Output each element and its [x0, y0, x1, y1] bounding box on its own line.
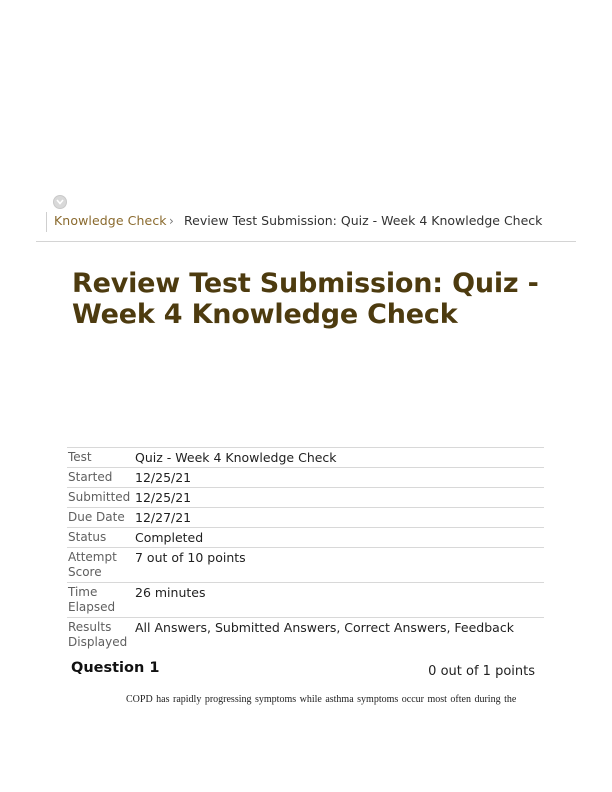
- detail-label: Due Date: [68, 510, 125, 524]
- table-row: [67, 528, 544, 548]
- table-row: [67, 508, 544, 528]
- detail-value: 12/27/21: [135, 510, 192, 525]
- detail-value: 12/25/21: [135, 470, 192, 485]
- divider: [36, 241, 576, 242]
- table-row: [67, 583, 544, 618]
- detail-label: Status: [68, 530, 107, 544]
- detail-label: Attempt Score: [68, 550, 117, 579]
- detail-label: Test: [68, 450, 92, 464]
- breadcrumb: [46, 212, 47, 232]
- detail-value: Completed: [135, 530, 204, 545]
- detail-value: All Answers, Submitted Answers, Correct Answers, Feedback: [135, 620, 514, 635]
- table-row: [67, 488, 544, 508]
- detail-label: Results Displayed: [68, 620, 128, 649]
- detail-label: Submitted: [68, 490, 131, 504]
- breadcrumb-link-knowledge-check[interactable]: Knowledge Check: [54, 213, 167, 228]
- question-title: Question 1: [71, 660, 160, 676]
- table-row: [67, 468, 544, 488]
- detail-label: Started: [68, 470, 113, 484]
- detail-value: 7 out of 10 points: [135, 550, 246, 565]
- chevron-down-icon[interactable]: [53, 195, 67, 209]
- table-row: [67, 548, 544, 583]
- question-text: COPD has rapidly progressing symptoms while asthma symptoms occur most often during the: [126, 694, 517, 705]
- page-title: Review Test Submission: Quiz - Week 4 Knowledge Check: [72, 268, 539, 330]
- detail-value: Quiz - Week 4 Knowledge Check: [135, 450, 337, 465]
- table-row: [67, 618, 544, 653]
- breadcrumb-current: Review Test Submission: Quiz - Week 4 Knowledge Check: [184, 213, 543, 228]
- breadcrumb-separator-icon: ›: [169, 214, 174, 228]
- detail-label: Time Elapsed: [68, 585, 116, 614]
- submission-details-table: [67, 447, 544, 652]
- detail-value: 26 minutes: [135, 585, 206, 600]
- detail-value: 12/25/21: [135, 490, 192, 505]
- table-row: [67, 448, 544, 468]
- question-points: 0 out of 1 points: [428, 664, 535, 679]
